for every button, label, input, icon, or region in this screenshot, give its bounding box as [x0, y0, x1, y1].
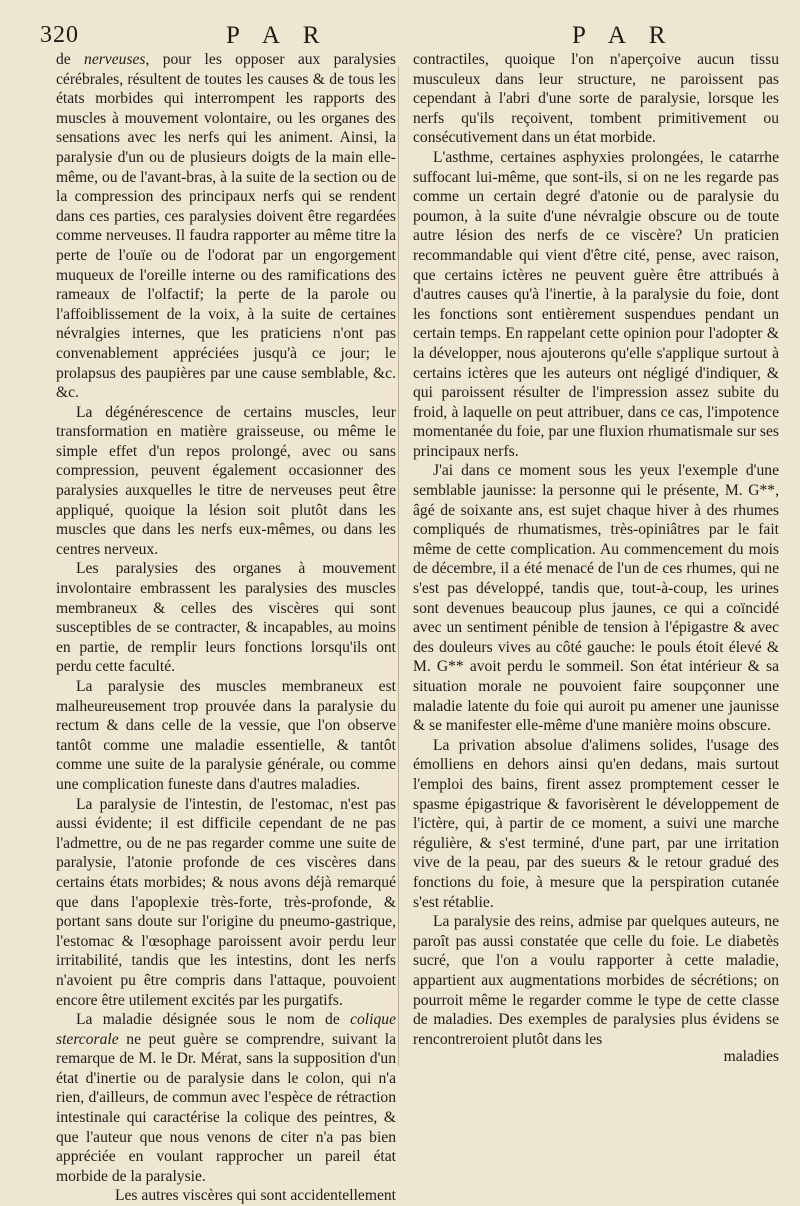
page-number: 320: [40, 22, 79, 48]
paragraph-text: ne peut guère se comprendre, suivant la remarque de M. le Dr. Mérat, sans la supposition d'un état d'inertie ou de paralysie dans le colon, qui n'a rien, d'ailleurs, de commun avec l'espèce de rétraction intestinale qui caractérise la colique des peintres, & que l'auteur que nous venons de citer n'a pas bien appréciée en voulant rapprocher un pareil état morbide de la paralysie.: [56, 1030, 396, 1185]
paragraph: La paralysie de l'intestin, de l'estomac, n'est pas aussi évidente; il est difficile cependant de ne pas l'admettre, ou de ne pas regarder comme une suite de paralysie, l'atonie profonde de ces viscères dans certains états morbides; & nous avons déjà remarqué que dans l'apoplexie très-forte, très-profonde, & portant sans doute sur l'origine du pneumo-gastrique, l'estomac & l'œsophage paroissent avoir perdu leur irritabilité, tandis que les intestins, dont les nerfs n'avoient pu être compris dans l'attaque, pouvoient encore être utilement excités par les purgatifs.: [56, 795, 396, 1009]
paragraph: contractiles, quoique l'on n'aperçoive aucun tissu musculeux dans leur structure, ne paroissent pas cependant à l'abri d'une sorte de paralysie, lorsque les nerfs qu'ils reçoivent, tombent primitivement ou consécutivement dans un état morbide.: [413, 51, 779, 147]
column-divider: [398, 66, 399, 1066]
right-column: [413, 50, 779, 1067]
running-head-left: P A R: [226, 22, 329, 49]
paragraph: La privation absolue d'alimens solides, l'usage des émolliens en dehors ainsi qu'en dedans, mais surtout l'emploi des bains, firent assez promptement cesser le spasme épigastrique & favorisèrent le développement de l'ictère, qui, à partir de ce moment, a suivi une marche régulière, & s'est terminé, d'une part, par une irritation vive de la peau, par des sueurs & le retour gradué des fonctions du foie, à mesure que la perspiration cutanée s'est rétablie.: [413, 736, 779, 911]
page-header: [40, 18, 776, 52]
paragraph: [56, 1010, 396, 1186]
catchword: maladies: [723, 1048, 779, 1066]
running-head-right: P A R: [572, 22, 675, 49]
paragraph: La paralysie des reins, admise par quelques auteurs, ne paroît pas aussi constatée que celle du foie. Le diabetès sucré, que l'on a voulu rapporter à cette maladie, appartient aux augmentations morbides de sécrétions; on pourroit même le regarder comme le type de cette classe de maladies. Des exemples de paralysies plus évidens se rencontreroient plutôt dans les: [413, 913, 779, 1048]
paragraph: Les autres viscères qui sont accidentellement: [114, 1187, 396, 1205]
paragraph-text: , pour les opposer aux paralysies cérébrales, résultent de toutes les causes & de tous les états morbides qui interrompent les rapports des muscles à mouvement volontaire, ou les organes des sensations avec les nerfs qui les animent. Ainsi, la paralysie d'un ou de plusieurs doigts de la main elle-même, ou de l'avant-bras, à la suite de la section ou de la compression des principaux nerfs qui se rendent dans ces parties, ces paralysies doivent être regardées comme nerveuses. Il faudra rapporter au même titre la perte de l'ouïe ou de l'odorat par un engorgement muqueux de l'oreille interne ou des ramifications des rameaux de l'olfactif; la perte de la parole ou l'affoiblissement de la voix, à la suite de certaines névralgies internes, que les praticiens n'ont pas convenablement appréciées jusqu'à ce jour; le prolapsus des paupières par une cause semblable, &c. &c.: [56, 51, 396, 402]
italic-term: colique stercorale: [56, 1011, 396, 1048]
paragraph-text: La maladie désignée sous le nom de: [76, 1011, 351, 1029]
italic-term: nerveuses: [84, 51, 146, 68]
paragraph: Les paralysies des organes à mouvement involontaire embrassent les paralysies des muscles membraneux & celles des viscères qui sont susceptibles de se contracter, & incapables, au moins en partie, de remplir leurs fonctions lorsqu'ils ont perdu cette faculté.: [56, 560, 396, 676]
paragraph: La dégénérescence de certains muscles, leur transformation en matière graisseuse, ou même le simple effet d'un repos prolongé, avec ou sans compression, peuvent également occasionner des paralysies auxquelles le titre de nerveuses peut être appliqué, quoique la lésion soit plutôt dans les muscles que dans les nerfs eux-mêmes, ou dans les centres nerveux.: [56, 403, 396, 558]
paragraph: L'asthme, certaines asphyxies prolongées, le catarrhe suffocant lui-même, que sont-ils, si on ne les regarde pas comme un certain degré d'atonie ou de paralysie du poumon, à la suite d'une névralgie obscure ou de toute autre lésion des nerfs de ce viscère? Un praticien recommandable qui vient d'être cité, pense, avec raison, que certains ictères ne peuvent guère être attribués à d'autres causes qu'à l'inertie, à la paralysie du foie, dont les fonctions sont entièrement suspendues pendant un certain temps. En rappelant cette opinion pour l'adopter & la développer, nous ajouterons qu'elle s'applique surtout à certains ictères que les auteurs ont négligé d'indiquer, & qui paroissent résulter de l'impression assez subite du froid, à laquelle on peut attribuer, dans ce cas, l'impotence momentanée du foie, par une fluxion rhumatismale sur ses principaux nerfs.: [413, 148, 779, 460]
paragraph-text: de: [56, 51, 85, 68]
left-column: [56, 50, 396, 1206]
paragraph: J'ai dans ce moment sous les yeux l'exemple d'une semblable jaunisse: la personne qui le présente, M. G**, âgé de soixante ans, est sujet chaque hiver à des rhumes compliqués de rhumatismes, très-opiniâtres par le fait même de cette complication. Au commencement du mois de décembre, il a été menacé de l'un de ces rhumes, qui ne s'est pas développé, tandis que, tout-à-coup, les urines sont devenues beaucoup plus jaunes, ce qui a coïncidé avec un sentiment pénible de tension à l'épigastre & avec des douleurs vives au côté gauche: le pouls étoit élevé & M. G** avoit perdu le sommeil. Son état intérieur & sa situation morale ne pouvoient faire soupçonner une maladie latente du foie qui auroit pu amener une jaunisse & se manifester elle-même d'une manière moins obscure.: [413, 462, 779, 735]
paragraph: La paralysie des muscles membraneux est malheureusement trop prouvée dans la paralysie du rectum & dans celle de la vessie, que l'on observe tantôt comme une maladie essentielle, & tantôt comme une suite de la paralysie générale, ou comme une complication funeste dans d'autres maladies.: [56, 678, 396, 793]
paragraph: [56, 50, 396, 403]
